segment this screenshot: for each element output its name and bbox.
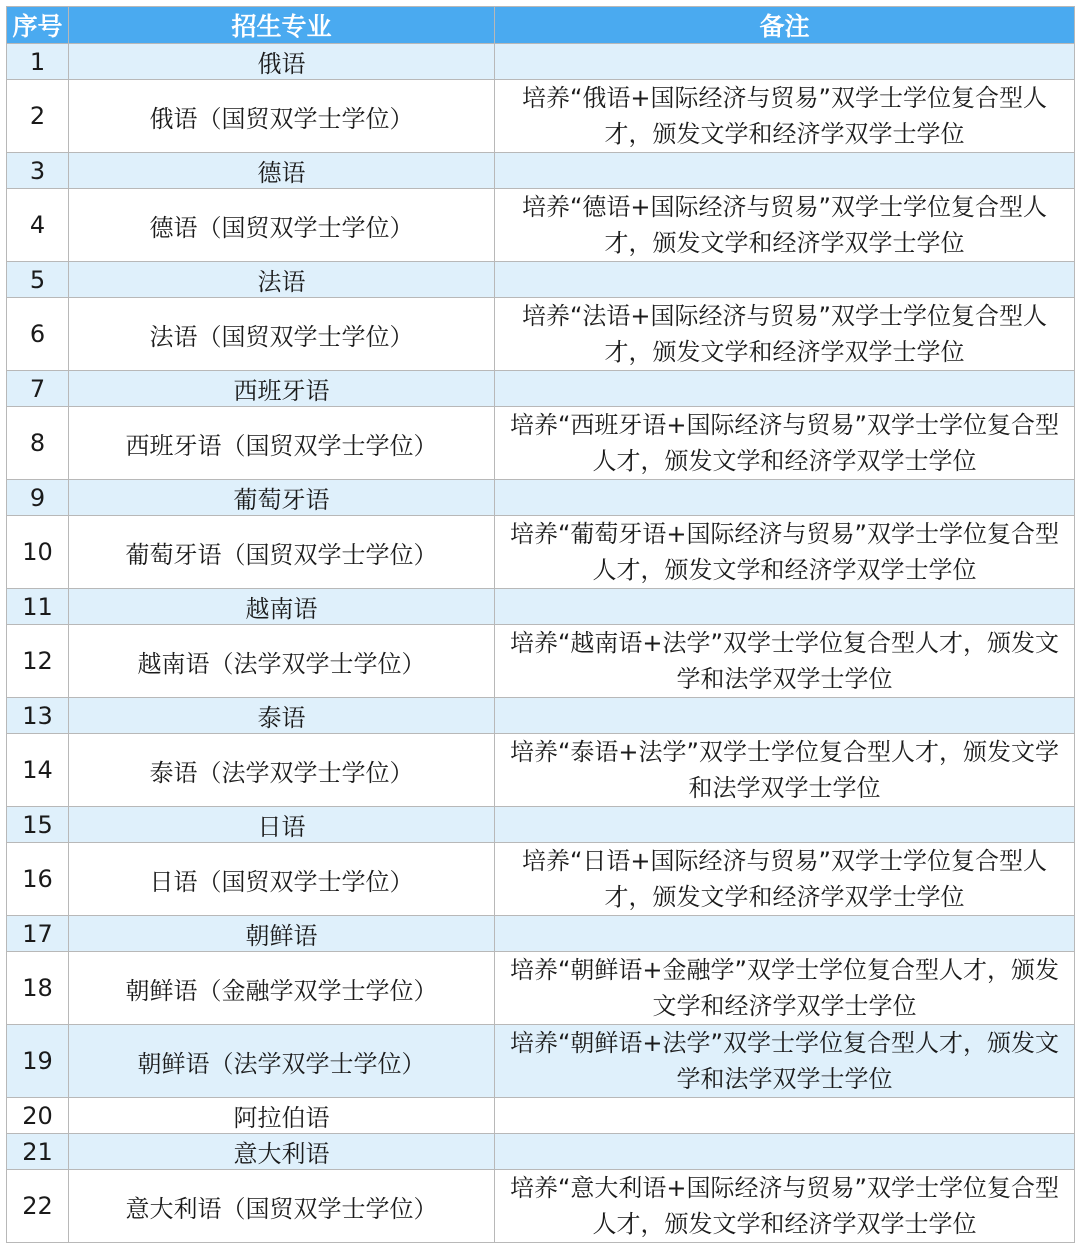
row-index-cell: 8 <box>7 407 69 480</box>
table-row <box>7 371 1075 407</box>
row-major-cell: 俄语 <box>69 44 495 80</box>
header-note: 备注 <box>495 7 1075 44</box>
row-note-cell: 培养“法语+国际经济与贸易”双学士学位复合型人才，颁发文学和经济学双学士学位 <box>495 298 1075 371</box>
row-index-cell: 16 <box>7 843 69 916</box>
row-major-cell: 西班牙语（国贸双学士学位） <box>69 407 495 480</box>
row-note-cell <box>495 371 1075 407</box>
table-row <box>7 1025 1075 1098</box>
row-note-cell: 培养“德语+国际经济与贸易”双学士学位复合型人才，颁发文学和经济学双学士学位 <box>495 189 1075 262</box>
row-index-cell: 11 <box>7 589 69 625</box>
row-index-cell: 2 <box>7 80 69 153</box>
row-note-cell: 培养“意大利语+国际经济与贸易”双学士学位复合型人才，颁发文学和经济学双学士学位 <box>495 1170 1075 1243</box>
row-major-cell: 日语 <box>69 807 495 843</box>
row-major-cell: 阿拉伯语 <box>69 1098 495 1134</box>
table-row <box>7 153 1075 189</box>
table-row <box>7 516 1075 589</box>
row-major-cell: 葡萄牙语 <box>69 480 495 516</box>
row-major-cell: 朝鲜语（金融学双学士学位） <box>69 952 495 1025</box>
row-note-cell: 培养“俄语+国际经济与贸易”双学士学位复合型人才，颁发文学和经济学双学士学位 <box>495 80 1075 153</box>
row-note-cell <box>495 480 1075 516</box>
row-major-cell: 俄语（国贸双学士学位） <box>69 80 495 153</box>
row-major-cell: 意大利语 <box>69 1134 495 1170</box>
row-major-cell: 德语（国贸双学士学位） <box>69 189 495 262</box>
table-header-row <box>7 7 1075 44</box>
row-index-cell: 21 <box>7 1134 69 1170</box>
row-note-cell <box>495 698 1075 734</box>
table-row <box>7 407 1075 480</box>
row-note-cell: 培养“西班牙语+国际经济与贸易”双学士学位复合型人才，颁发文学和经济学双学士学位 <box>495 407 1075 480</box>
row-note-cell: 培养“朝鲜语+法学”双学士学位复合型人才，颁发文学和法学双学士学位 <box>495 1025 1075 1098</box>
row-note-cell <box>495 916 1075 952</box>
row-major-cell: 意大利语（国贸双学士学位） <box>69 1170 495 1243</box>
row-major-cell: 德语 <box>69 153 495 189</box>
row-index-cell: 13 <box>7 698 69 734</box>
table-row <box>7 734 1075 807</box>
row-note-cell <box>495 44 1075 80</box>
row-index-cell: 7 <box>7 371 69 407</box>
row-index-cell: 6 <box>7 298 69 371</box>
row-note-cell: 培养“葡萄牙语+国际经济与贸易”双学士学位复合型人才，颁发文学和经济学双学士学位 <box>495 516 1075 589</box>
table-row <box>7 589 1075 625</box>
row-major-cell: 日语（国贸双学士学位） <box>69 843 495 916</box>
table-row <box>7 298 1075 371</box>
row-major-cell: 法语（国贸双学士学位） <box>69 298 495 371</box>
row-major-cell: 越南语（法学双学士学位） <box>69 625 495 698</box>
table-row <box>7 189 1075 262</box>
table-row <box>7 262 1075 298</box>
row-index-cell: 5 <box>7 262 69 298</box>
row-index-cell: 10 <box>7 516 69 589</box>
row-index-cell: 20 <box>7 1098 69 1134</box>
table-row <box>7 698 1075 734</box>
row-note-cell <box>495 153 1075 189</box>
row-major-cell: 葡萄牙语（国贸双学士学位） <box>69 516 495 589</box>
table-row <box>7 1134 1075 1170</box>
table-row <box>7 44 1075 80</box>
row-index-cell: 19 <box>7 1025 69 1098</box>
row-note-cell: 培养“泰语+法学”双学士学位复合型人才，颁发文学和法学双学士学位 <box>495 734 1075 807</box>
table-row <box>7 1098 1075 1134</box>
row-major-cell: 西班牙语 <box>69 371 495 407</box>
row-note-cell: 培养“越南语+法学”双学士学位复合型人才，颁发文学和法学双学士学位 <box>495 625 1075 698</box>
table-row <box>7 480 1075 516</box>
row-major-cell: 法语 <box>69 262 495 298</box>
row-index-cell: 1 <box>7 44 69 80</box>
row-note-cell <box>495 1134 1075 1170</box>
table-row <box>7 1170 1075 1243</box>
row-major-cell: 越南语 <box>69 589 495 625</box>
row-major-cell: 泰语（法学双学士学位） <box>69 734 495 807</box>
table-row <box>7 916 1075 952</box>
header-major: 招生专业 <box>69 7 495 44</box>
row-index-cell: 17 <box>7 916 69 952</box>
row-index-cell: 22 <box>7 1170 69 1243</box>
row-major-cell: 泰语 <box>69 698 495 734</box>
row-note-cell <box>495 807 1075 843</box>
table-row <box>7 80 1075 153</box>
row-index-cell: 12 <box>7 625 69 698</box>
row-note-cell: 培养“朝鲜语+金融学”双学士学位复合型人才，颁发文学和经济学双学士学位 <box>495 952 1075 1025</box>
row-index-cell: 15 <box>7 807 69 843</box>
row-index-cell: 9 <box>7 480 69 516</box>
row-index-cell: 18 <box>7 952 69 1025</box>
row-index-cell: 3 <box>7 153 69 189</box>
row-major-cell: 朝鲜语 <box>69 916 495 952</box>
header-index: 序号 <box>7 7 69 44</box>
table-row <box>7 807 1075 843</box>
table-row <box>7 625 1075 698</box>
row-index-cell: 14 <box>7 734 69 807</box>
majors-table <box>6 6 1075 1243</box>
row-note-cell <box>495 262 1075 298</box>
table-body <box>7 44 1075 1243</box>
row-note-cell <box>495 589 1075 625</box>
row-note-cell <box>495 1098 1075 1134</box>
row-major-cell: 朝鲜语（法学双学士学位） <box>69 1025 495 1098</box>
table-row <box>7 843 1075 916</box>
row-index-cell: 4 <box>7 189 69 262</box>
table-row <box>7 952 1075 1025</box>
row-note-cell: 培养“日语+国际经济与贸易”双学士学位复合型人才，颁发文学和经济学双学士学位 <box>495 843 1075 916</box>
